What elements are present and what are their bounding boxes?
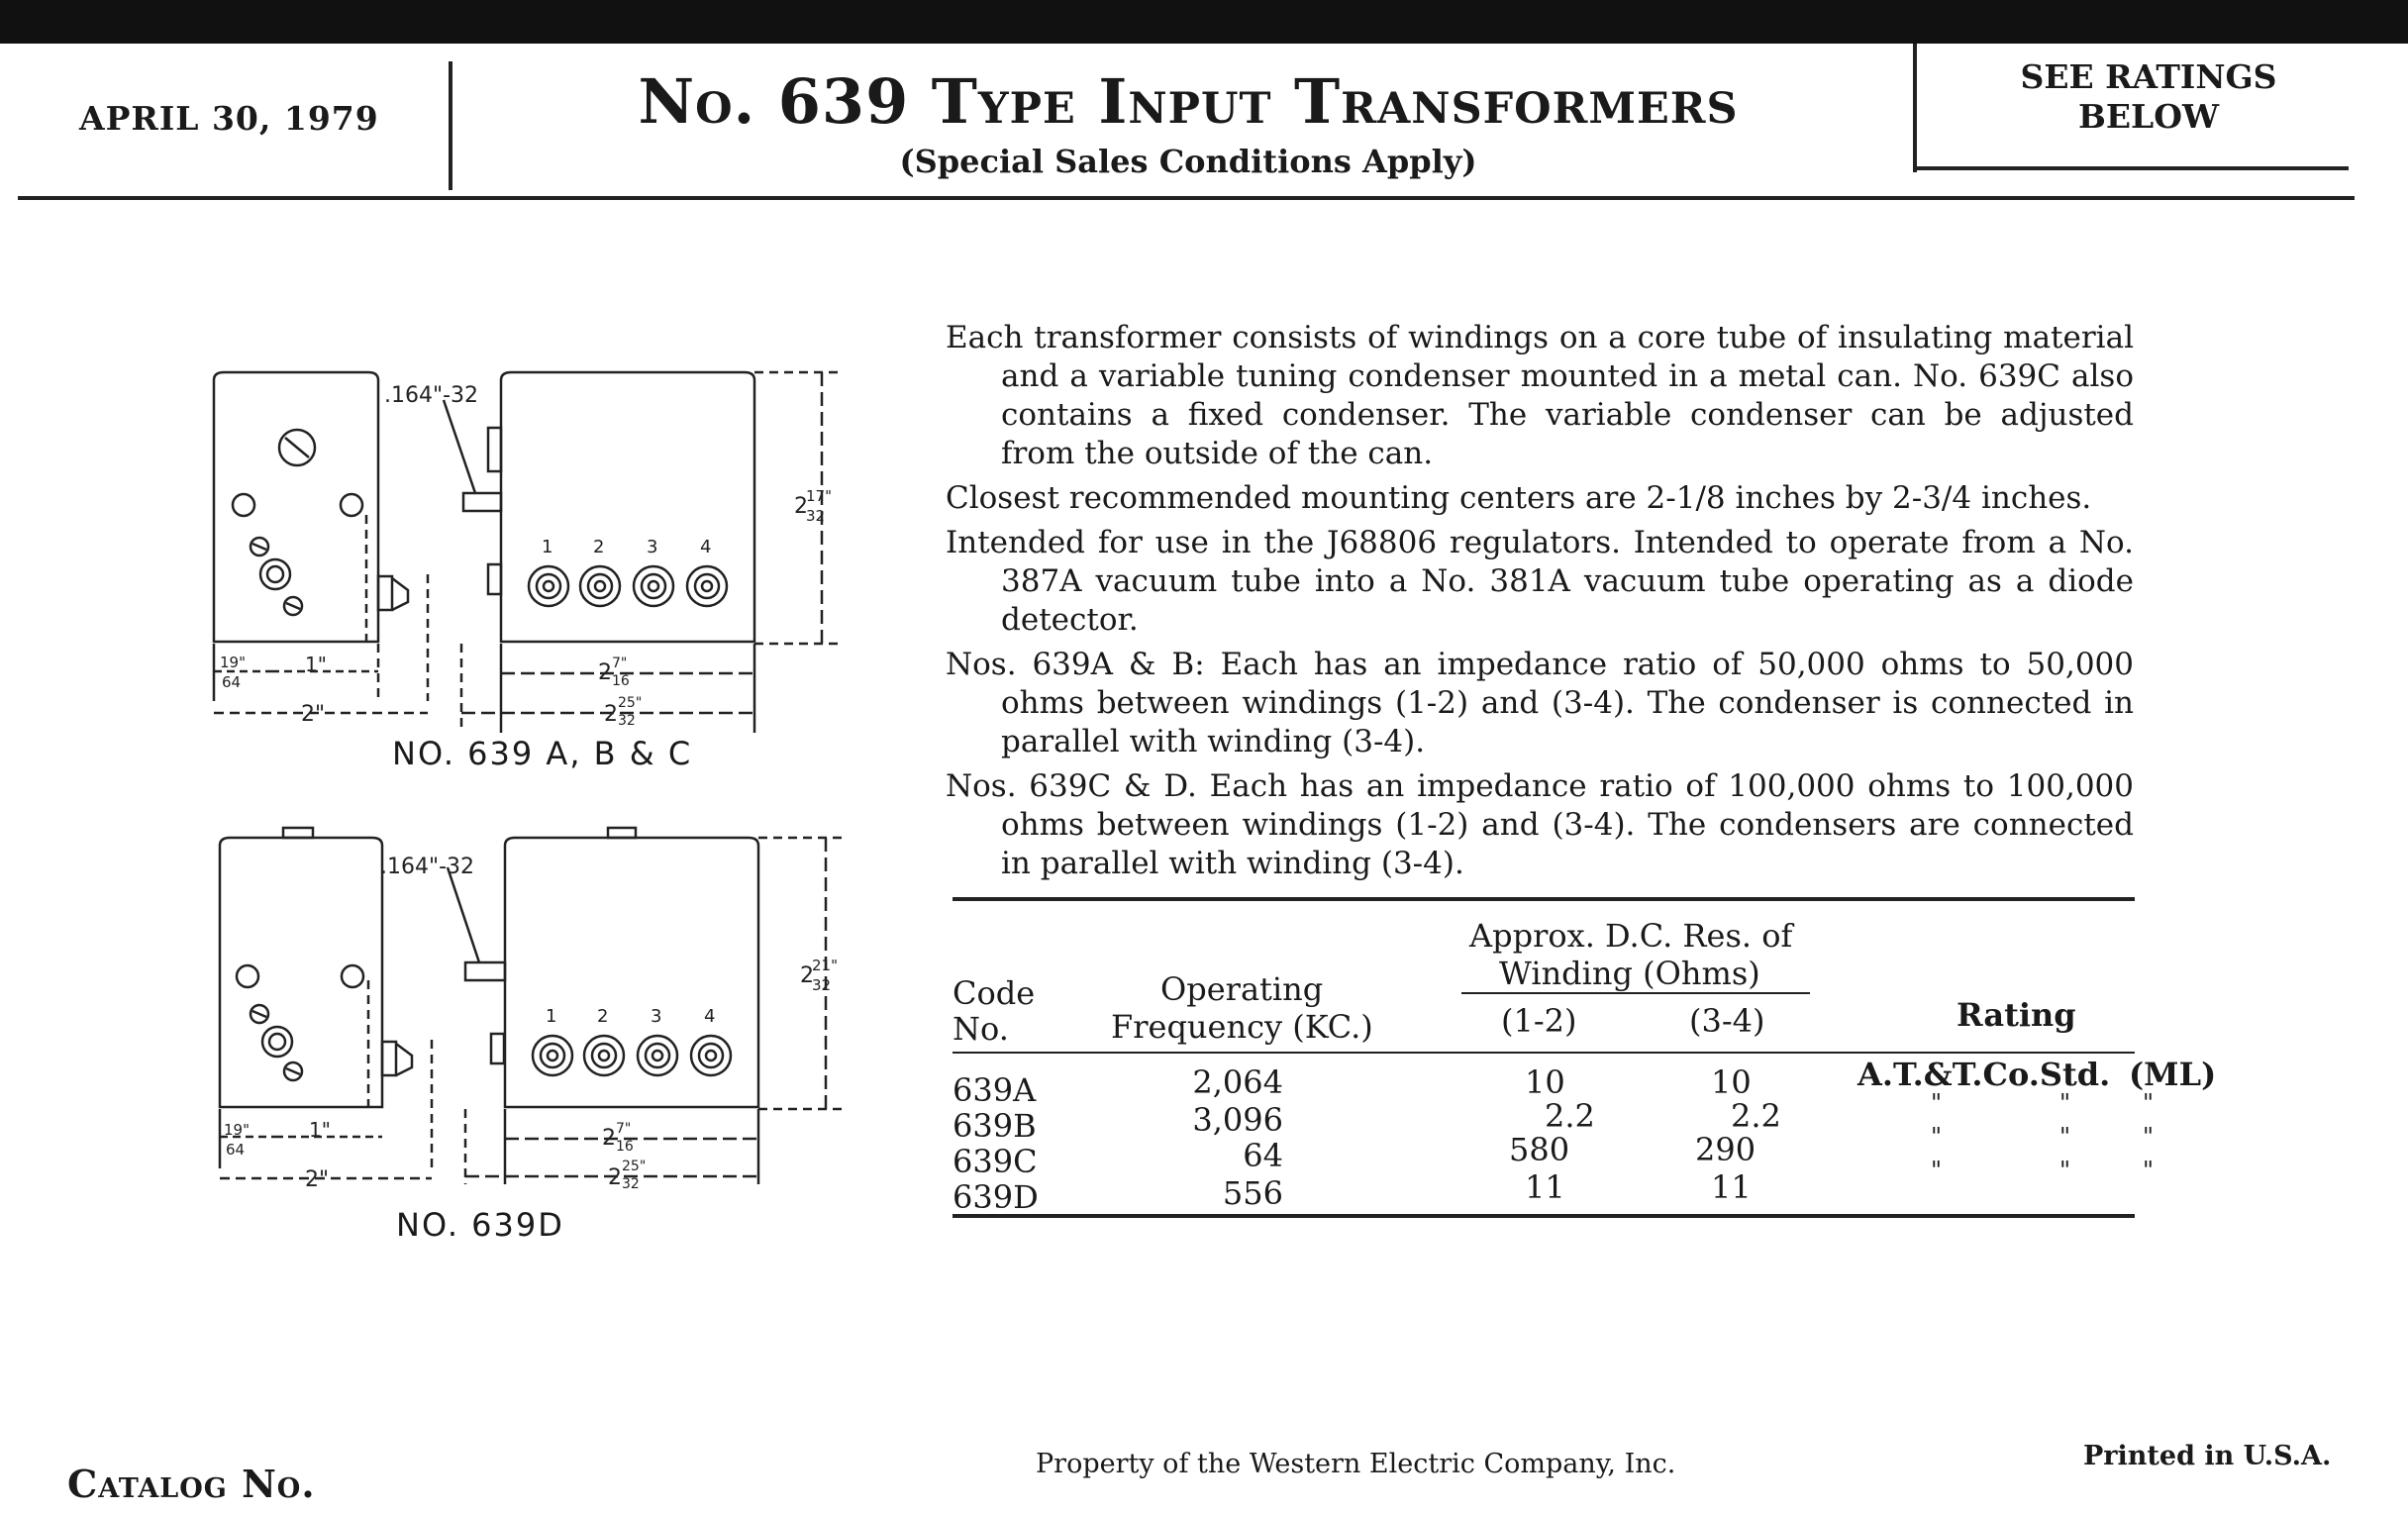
description-paragraph: Nos. 639A & B: Each has an impedance ratio of 50,000 ohms to 50,000 ohms between windings (1-2) and (3-4). The condenser is connected in parallel with winding (3-4). <box>946 647 2134 759</box>
row-639a-rating-tail: (ML) <box>2129 1056 2217 1093</box>
row-639a-code: 639A <box>953 1071 1037 1109</box>
width-dim-2-den: 32 <box>618 713 636 729</box>
ratings-note-line1: SEE RATINGS <box>2020 57 2277 96</box>
height-dim-den: 32 <box>806 507 826 525</box>
height-dim-whole: 2 <box>800 963 814 988</box>
left-dim-num: 19" <box>224 1121 250 1139</box>
header-res-b: (3-4) <box>1689 1002 1765 1040</box>
row-639d-r34: 11 <box>1711 1168 1752 1206</box>
row-639b-rating-3: " <box>2143 1089 2155 1117</box>
width-dim-2-whole: 2 <box>608 1165 622 1190</box>
row-639b-code: 639B <box>953 1107 1037 1145</box>
description-paragraph: Nos. 639C & D. Each has an impedance ratio of 100,000 ohms to 100,000 ohms between windings (1-2) and (3-4). The condensers are connected in parallel with winding (3-4). <box>946 768 2134 881</box>
terminal-label-2: 2 <box>593 537 605 557</box>
header-divider-left <box>449 61 452 190</box>
issue-date: APRIL 30, 1979 <box>79 99 379 138</box>
drawing-639d <box>188 822 861 1198</box>
header-rating: Rating <box>1956 996 2076 1034</box>
header-code-2: No. <box>953 1010 1009 1048</box>
row-639d-r12: 11 <box>1525 1168 1565 1206</box>
row-639c-r34: 290 <box>1695 1131 1756 1168</box>
total-dim: 2" <box>305 1167 330 1192</box>
width-dim-2-whole: 2 <box>604 702 618 727</box>
width-dim-1-den: 16 <box>616 1139 634 1155</box>
thread-label: .164"-32 <box>384 383 479 408</box>
width-dim-2-num: 25" <box>622 1159 647 1174</box>
height-dim-num: 17" <box>806 487 832 505</box>
drawing-639abc <box>188 356 861 733</box>
mid-dim: 1" <box>309 1118 331 1142</box>
description-paragraph: Each transformer consists of windings on a core tube of insulating material and a variable tuning condenser mounted in a metal can. No. 639C also contains a fixed condenser. The variable condenser can be adjusted from the outside of the can. <box>946 320 2134 471</box>
terminal-label-3: 3 <box>647 537 658 557</box>
drawing-caption-639d: NO. 639D <box>396 1206 564 1244</box>
table-bottom-rule <box>953 1214 2135 1218</box>
terminal-label-1: 1 <box>546 1006 557 1027</box>
row-639d-code: 639D <box>953 1178 1039 1216</box>
drawing-caption-639abc: NO. 639 A, B & C <box>392 735 693 772</box>
terminal-label-3: 3 <box>651 1006 662 1027</box>
winding-header-rule <box>1461 992 1810 994</box>
header-code-1: Code <box>953 974 1036 1012</box>
row-639c-freq: 64 <box>1243 1137 1283 1174</box>
page-subtitle: (Special Sales Conditions Apply) <box>899 143 1477 180</box>
row-639c-rating-3: " <box>2143 1123 2155 1151</box>
width-dim-1-whole: 2 <box>598 660 612 685</box>
row-639d-rating: " <box>1931 1157 1943 1184</box>
row-639b-r34: 2.2 <box>1731 1097 1781 1135</box>
width-dim-1-whole: 2 <box>602 1126 616 1151</box>
ratings-note <box>1941 57 2357 137</box>
description-paragraph: Closest recommended mounting centers are 2-1/8 inches by 2-3/4 inches. <box>946 480 2092 516</box>
width-dim-1-num: 7" <box>612 656 628 671</box>
row-639b-r12: 2.2 <box>1545 1097 1595 1135</box>
ratings-note-line2: BELOW <box>2077 97 2220 136</box>
height-dim-den: 32 <box>812 976 832 994</box>
row-639a-r12: 10 <box>1525 1063 1565 1101</box>
left-dim-num: 19" <box>220 654 246 671</box>
left-dim-den: 64 <box>226 1141 246 1159</box>
top-dark-band <box>0 0 2408 44</box>
row-639c-code: 639C <box>953 1143 1038 1180</box>
row-639b-rating: " <box>1931 1089 1943 1117</box>
row-639b-freq: 3,096 <box>1192 1101 1283 1139</box>
mid-dim: 1" <box>305 653 327 676</box>
row-639d-rating-3: " <box>2143 1157 2155 1184</box>
row-639a-freq: 2,064 <box>1192 1063 1283 1101</box>
header-freq-1: Operating <box>1160 970 1324 1008</box>
description-paragraph: Intended for use in the J68806 regulators. Intended to operate from a No. 387A vacuum tube into a No. 381A vacuum tube operating as a diode detector. <box>946 525 2134 638</box>
page-title: No. 639 Type Input Transformers <box>638 65 1739 138</box>
header-freq-2: Frequency (KC.) <box>1111 1008 1373 1046</box>
catalog-number-label: Catalog No. <box>67 1462 316 1506</box>
row-639c-rating-2: " <box>2059 1123 2071 1151</box>
height-dim-num: 21" <box>812 957 838 974</box>
header-res-a: (1-2) <box>1501 1002 1577 1040</box>
header-res-2: Winding (Ohms) <box>1499 955 1760 992</box>
table-top-rule <box>953 897 2135 901</box>
row-639a-r34: 10 <box>1711 1063 1752 1101</box>
height-dim-whole: 2 <box>794 494 808 519</box>
header-res-1: Approx. D.C. Res. of <box>1469 917 1793 955</box>
terminal-label-4: 4 <box>700 537 712 557</box>
terminal-label-1: 1 <box>542 537 553 557</box>
row-639d-freq: 556 <box>1222 1174 1283 1212</box>
left-dim-den: 64 <box>222 673 242 691</box>
header-rule <box>18 196 2355 200</box>
row-639a-rating: A.T.&T.Co.Std. <box>1857 1056 2111 1093</box>
header-rule-right <box>1913 166 2349 170</box>
total-dim: 2" <box>301 702 326 727</box>
terminal-label-4: 4 <box>704 1006 716 1027</box>
row-639c-r12: 580 <box>1509 1131 1570 1168</box>
row-639d-rating-2: " <box>2059 1157 2071 1184</box>
width-dim-1-num: 7" <box>616 1121 632 1137</box>
table-header-rule <box>953 1052 2135 1054</box>
row-639b-rating-2: " <box>2059 1089 2071 1117</box>
row-639c-rating: " <box>1931 1123 1943 1151</box>
width-dim-2-num: 25" <box>618 695 643 711</box>
description-text <box>946 319 2134 889</box>
width-dim-1-den: 16 <box>612 673 630 689</box>
property-notice: Property of the Western Electric Company, Inc. <box>1036 1449 1676 1479</box>
printed-notice: Printed in U.S.A. <box>2083 1441 2332 1471</box>
thread-label: .164"-32 <box>380 855 475 879</box>
width-dim-2-den: 32 <box>622 1176 640 1192</box>
terminal-label-2: 2 <box>597 1006 609 1027</box>
